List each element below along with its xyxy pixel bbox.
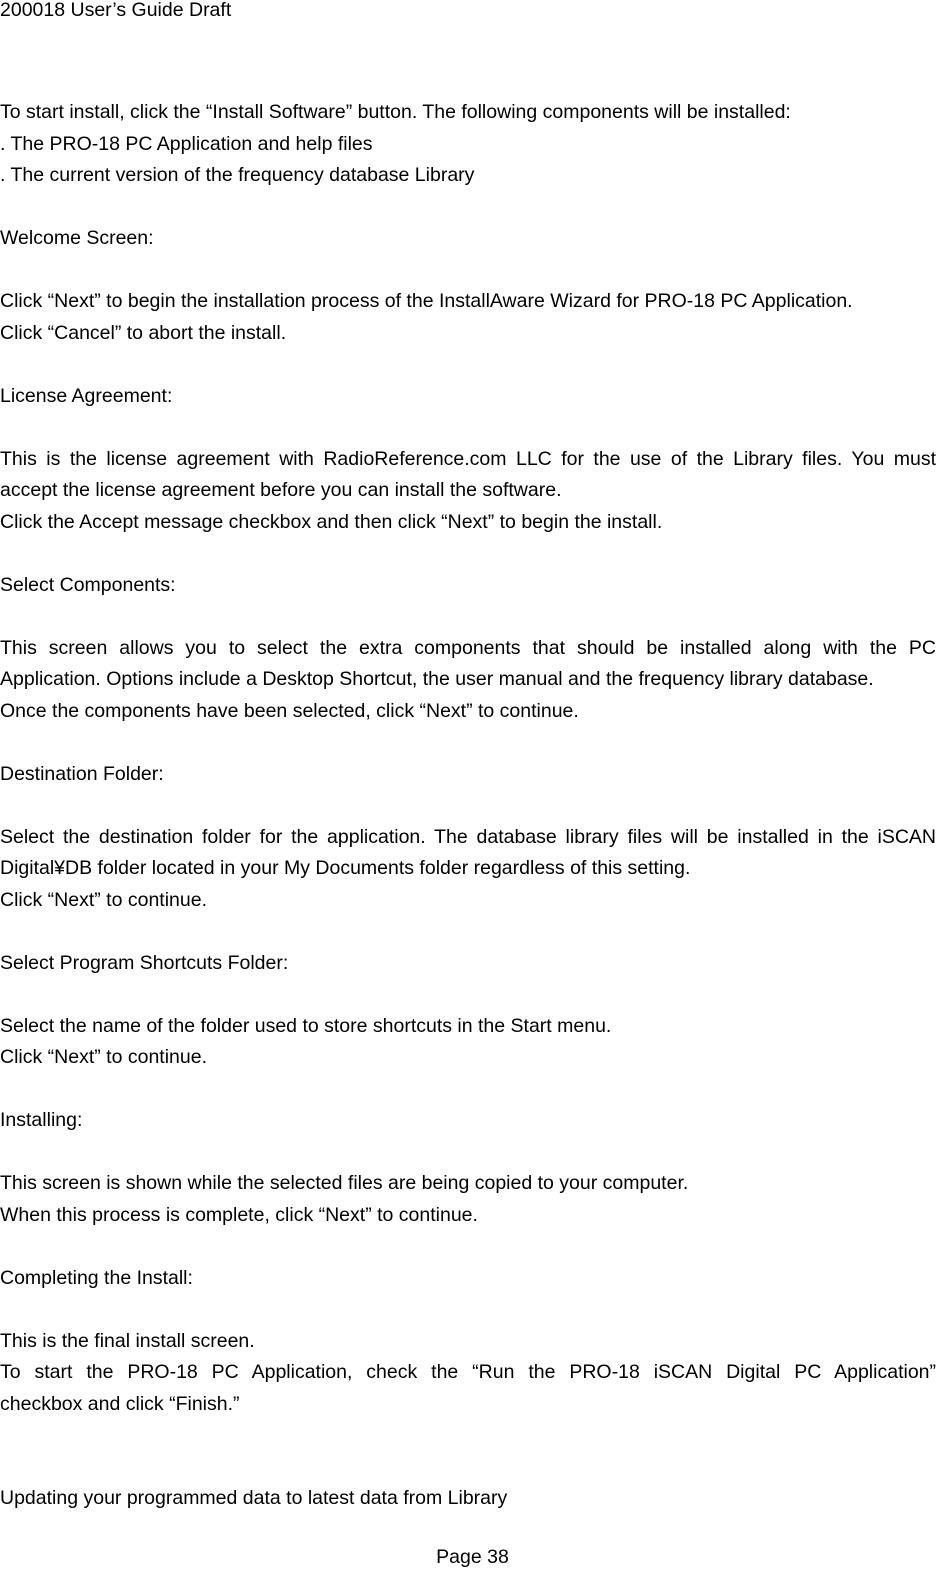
intro-line-3: . The current version of the frequency database Library: [0, 164, 475, 186]
installing-line-2: When this process is complete, click “Next” to continue.: [0, 1203, 478, 1226]
spacer: [0, 1074, 936, 1106]
document-header: 200018 User’s Guide Draft: [0, 0, 232, 21]
destination-line-1: Select the destination folder for the application. The database library files will be installed in the iSCAN: [0, 825, 936, 848]
destination-line-2: Digital¥DB folder located in your My Documents folder regardless of this setting.: [0, 857, 691, 879]
spacer: [0, 192, 936, 224]
components-line-1: This screen allows you to select the extra components that should be installed along with the PC: [0, 636, 936, 659]
components-line-3: Once the components have been selected, click “Next” to continue.: [0, 699, 579, 722]
spacer: [0, 1294, 936, 1326]
spacer: [0, 727, 936, 759]
shortcuts-line-1: Select the name of the folder used to store shortcuts in the Start menu.: [0, 1014, 612, 1037]
spacer: [0, 349, 936, 381]
license-heading: License Agreement:: [0, 384, 173, 407]
spacer: [0, 538, 936, 570]
spacer: [0, 601, 936, 633]
shortcuts-heading: Select Program Shortcuts Folder:: [0, 951, 289, 974]
components-line-2: Application. Options include a Desktop Shortcut, the user manual and the frequency library database.: [0, 668, 874, 690]
welcome-line-2: Click “Cancel” to abort the install.: [0, 321, 287, 344]
spacer: [0, 979, 936, 1011]
installing-line-1: This screen is shown while the selected files are being copied to your computer.: [0, 1172, 689, 1194]
installing-heading: Installing:: [0, 1109, 83, 1131]
components-heading: Select Components:: [0, 573, 176, 596]
completing-heading: Completing the Install:: [0, 1266, 193, 1289]
page-number: Page 38: [436, 1546, 509, 1568]
welcome-line-1: Click “Next” to begin the installation process of the InstallAware Wizard for PRO-18 PC Application.: [0, 290, 853, 312]
spacer: [0, 1137, 936, 1169]
spacer: [0, 1231, 936, 1263]
completing-line-2: To start the PRO-18 PC Application, check the “Run the PRO-18 iSCAN Digital PC Application”: [0, 1361, 936, 1383]
spacer: [0, 1420, 936, 1483]
spacer: [0, 790, 936, 822]
completing-line-3: checkbox and click “Finish.”: [0, 1392, 240, 1415]
spacer: [0, 916, 936, 948]
shortcuts-line-2: Click “Next” to continue.: [0, 1046, 207, 1068]
intro-line-2: . The PRO-18 PC Application and help files: [0, 132, 373, 155]
spacer: [0, 412, 936, 444]
completing-line-1: This is the final install screen.: [0, 1329, 255, 1352]
document-body: [0, 97, 936, 1515]
license-line-1: This is the license agreement with RadioReference.com LLC for the use of the Library files. You must: [0, 447, 936, 470]
updating-heading: Updating your programmed data to latest data from Library: [0, 1487, 508, 1509]
license-line-2: accept the license agreement before you can install the software.: [0, 479, 562, 501]
welcome-heading: Welcome Screen:: [0, 227, 154, 249]
spacer: [0, 255, 936, 287]
destination-line-3: Click “Next” to continue.: [0, 888, 207, 911]
license-line-3: Click the Accept message checkbox and then click “Next” to begin the install.: [0, 510, 663, 533]
intro-line-1: To start install, click the “Install Software” button. The following components will be installed:: [0, 101, 791, 123]
destination-heading: Destination Folder:: [0, 762, 164, 785]
